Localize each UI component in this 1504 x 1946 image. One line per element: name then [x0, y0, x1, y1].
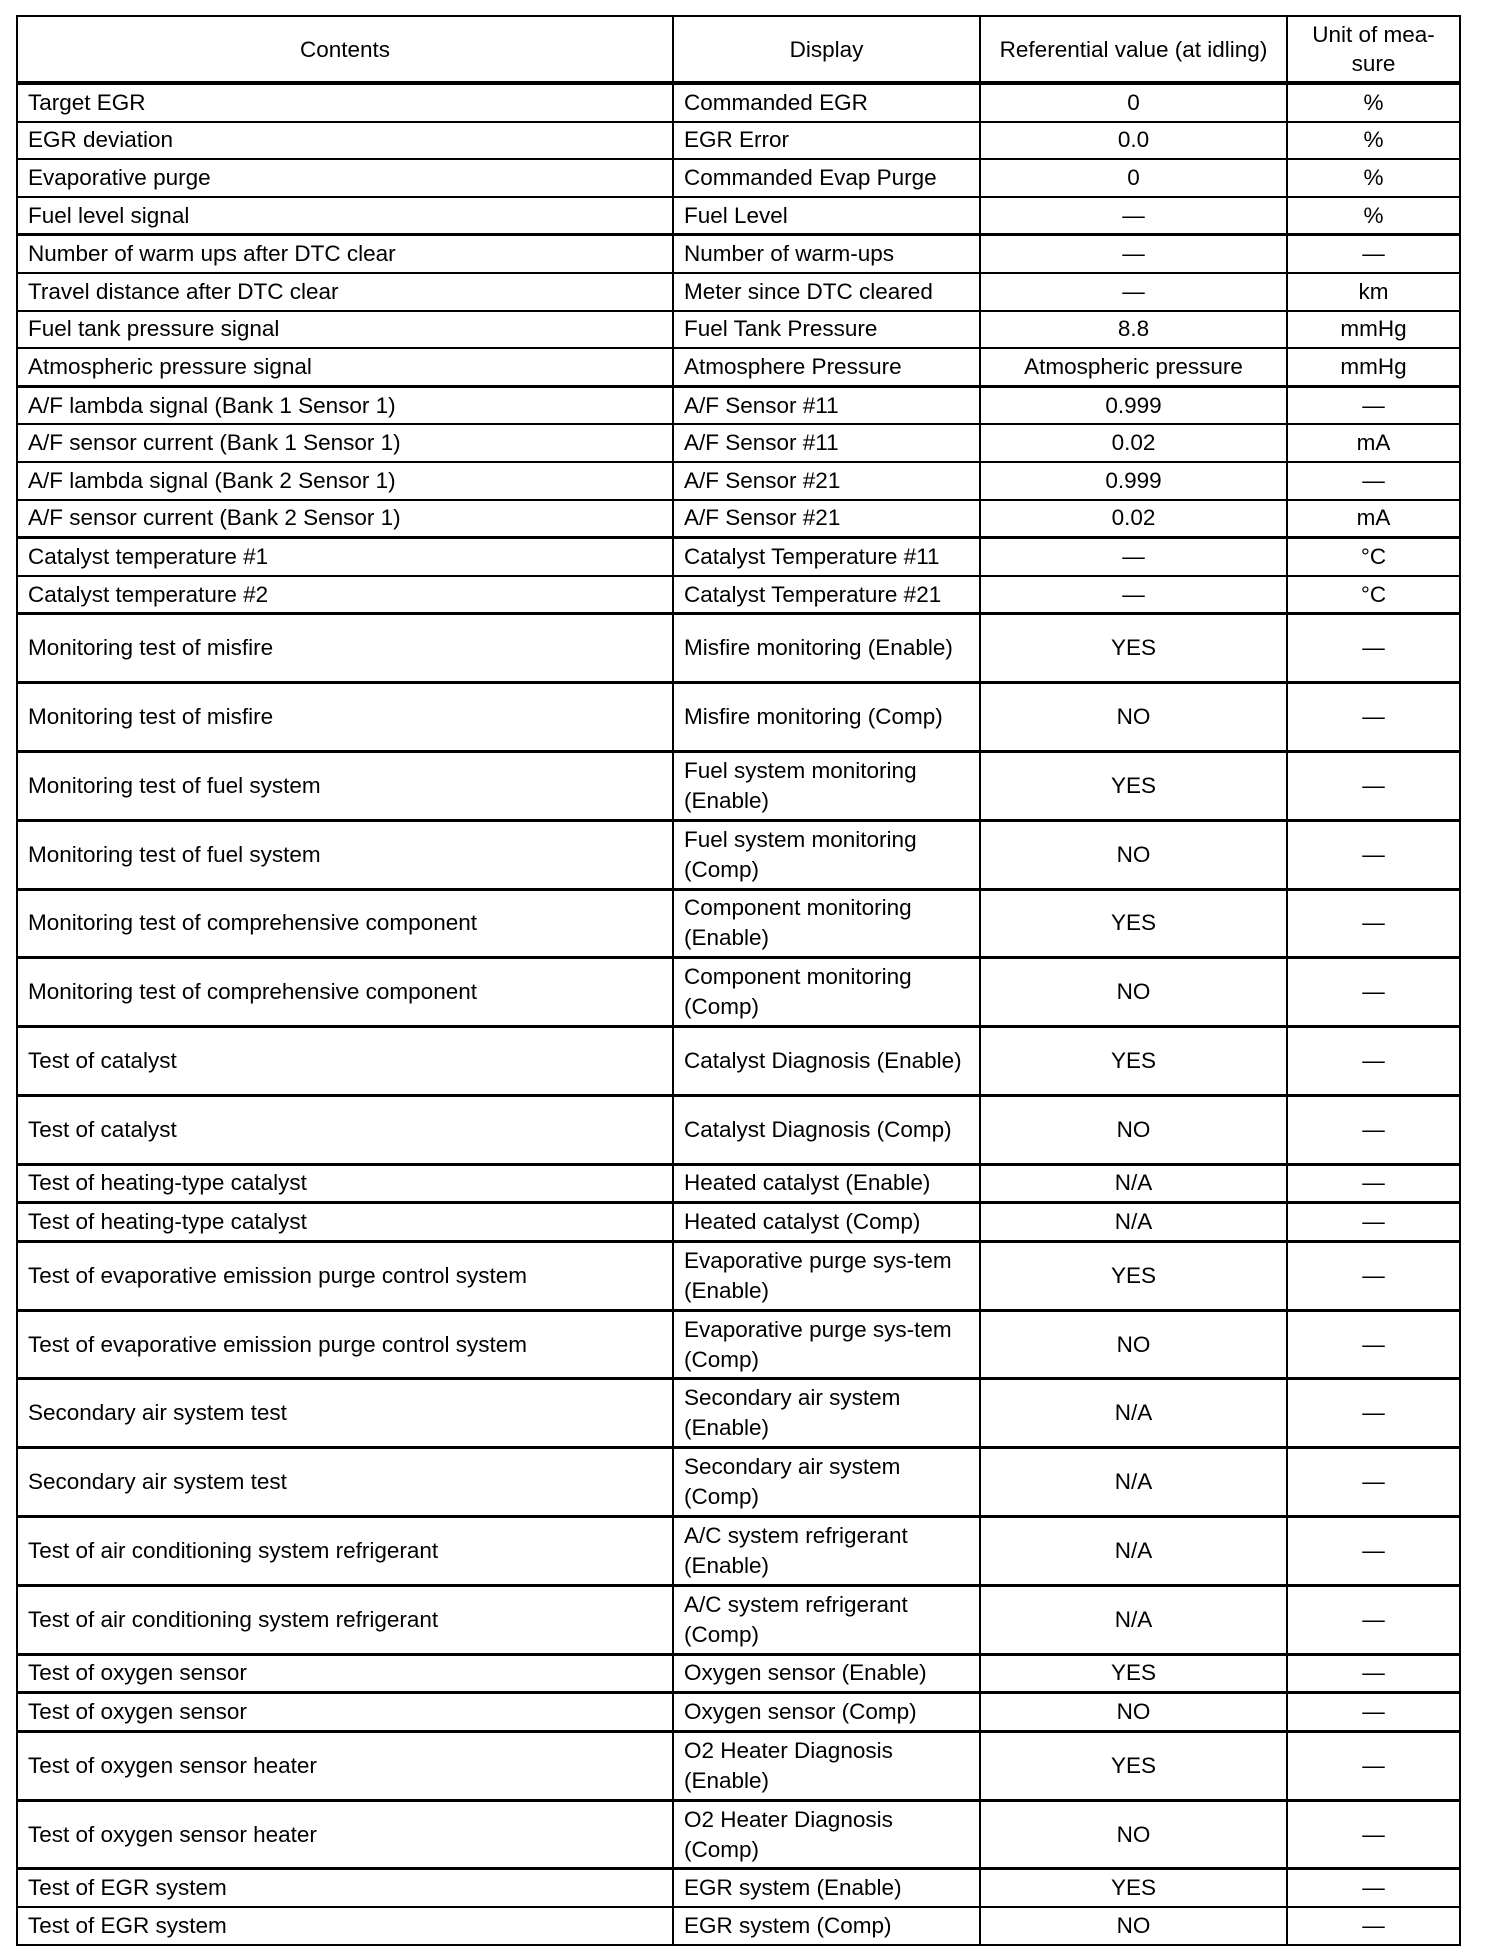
table-row [17, 889, 1460, 958]
cell-referential-value: Atmospheric pressure [980, 348, 1287, 386]
cell-referential-value: NO [980, 820, 1287, 889]
cell-unit: — [1287, 889, 1460, 958]
cell-display: Fuel Tank Pressure [673, 311, 980, 349]
cell-unit: — [1287, 462, 1460, 500]
cell-contents: Secondary air system test [17, 1379, 673, 1448]
header-display: Display [673, 16, 980, 83]
cell-referential-value: — [980, 576, 1287, 614]
cell-referential-value: NO [980, 1310, 1287, 1379]
cell-unit: — [1287, 1310, 1460, 1379]
cell-display: Atmosphere Pressure [673, 348, 980, 386]
table-row [17, 1800, 1460, 1869]
cell-display: O2 Heater Diagnosis (Comp) [673, 1800, 980, 1869]
cell-contents: Test of oxygen sensor [17, 1654, 673, 1693]
cell-referential-value: — [980, 235, 1287, 273]
cell-display: Misfire monitoring (Comp) [673, 683, 980, 752]
cell-display: A/F Sensor #21 [673, 500, 980, 538]
table-row [17, 576, 1460, 614]
cell-referential-value: YES [980, 1869, 1287, 1907]
cell-referential-value: 0.999 [980, 386, 1287, 424]
cell-unit: mA [1287, 500, 1460, 538]
cell-contents: Monitoring test of comprehensive component [17, 889, 673, 958]
cell-referential-value: N/A [980, 1585, 1287, 1654]
cell-unit: — [1287, 1693, 1460, 1732]
table-row [17, 348, 1460, 386]
cell-display: Oxygen sensor (Comp) [673, 1693, 980, 1732]
table-row [17, 311, 1460, 349]
cell-display: Catalyst Diagnosis (Enable) [673, 1027, 980, 1096]
cell-referential-value: N/A [980, 1379, 1287, 1448]
cell-unit: — [1287, 683, 1460, 752]
cell-display: Heated catalyst (Enable) [673, 1164, 980, 1203]
table-row [17, 1241, 1460, 1310]
cell-referential-value: N/A [980, 1203, 1287, 1242]
cell-contents: Test of evaporative emission purge control system [17, 1310, 673, 1379]
cell-referential-value: — [980, 538, 1287, 576]
cell-unit: — [1287, 1869, 1460, 1907]
cell-contents: Secondary air system test [17, 1448, 673, 1517]
cell-referential-value: 0 [980, 159, 1287, 197]
cell-contents: Monitoring test of fuel system [17, 820, 673, 889]
table-row [17, 83, 1460, 122]
header-contents: Contents [17, 16, 673, 83]
cell-display: Commanded Evap Purge [673, 159, 980, 197]
cell-display: Component monitoring (Comp) [673, 958, 980, 1027]
table-row [17, 424, 1460, 462]
header-row [17, 16, 1460, 83]
table-row [17, 538, 1460, 576]
cell-contents: Test of evaporative emission purge control system [17, 1241, 673, 1310]
cell-referential-value: 0.999 [980, 462, 1287, 500]
cell-contents: Evaporative purge [17, 159, 673, 197]
table-row [17, 122, 1460, 160]
cell-unit: — [1287, 1800, 1460, 1869]
cell-display: EGR Error [673, 122, 980, 160]
cell-contents: Test of catalyst [17, 1027, 673, 1096]
cell-display: Evaporative purge sys-tem (Comp) [673, 1310, 980, 1379]
cell-contents: Catalyst temperature #2 [17, 576, 673, 614]
cell-unit: — [1287, 1379, 1460, 1448]
table-row [17, 273, 1460, 311]
cell-display: Component monitoring (Enable) [673, 889, 980, 958]
cell-referential-value: — [980, 197, 1287, 235]
table-row [17, 1907, 1460, 1945]
cell-referential-value: 0.0 [980, 122, 1287, 160]
cell-display: Secondary air system (Enable) [673, 1379, 980, 1448]
cell-referential-value: NO [980, 1095, 1287, 1164]
cell-display: Commanded EGR [673, 83, 980, 122]
cell-contents: A/F sensor current (Bank 1 Sensor 1) [17, 424, 673, 462]
specification-table [16, 15, 1461, 1946]
cell-unit: — [1287, 1241, 1460, 1310]
table-row [17, 197, 1460, 235]
cell-unit: — [1287, 1027, 1460, 1096]
cell-unit: — [1287, 751, 1460, 820]
cell-contents: Test of air conditioning system refrigerant [17, 1585, 673, 1654]
table-row [17, 958, 1460, 1027]
cell-unit: — [1287, 1448, 1460, 1517]
cell-referential-value: NO [980, 958, 1287, 1027]
table-row [17, 614, 1460, 683]
cell-contents: Fuel level signal [17, 197, 673, 235]
cell-contents: Monitoring test of misfire [17, 683, 673, 752]
table-row [17, 462, 1460, 500]
cell-contents: Test of heating-type catalyst [17, 1203, 673, 1242]
table-row [17, 1517, 1460, 1586]
cell-referential-value: NO [980, 1693, 1287, 1732]
cell-contents: Test of EGR system [17, 1869, 673, 1907]
cell-unit: mmHg [1287, 348, 1460, 386]
cell-contents: Monitoring test of fuel system [17, 751, 673, 820]
cell-contents: Target EGR [17, 83, 673, 122]
cell-unit: mA [1287, 424, 1460, 462]
cell-contents: Fuel tank pressure signal [17, 311, 673, 349]
cell-display: A/F Sensor #11 [673, 424, 980, 462]
cell-referential-value: N/A [980, 1164, 1287, 1203]
cell-display: EGR system (Comp) [673, 1907, 980, 1945]
cell-unit: — [1287, 820, 1460, 889]
cell-contents: Test of catalyst [17, 1095, 673, 1164]
cell-display: Fuel system monitoring (Comp) [673, 820, 980, 889]
table-row [17, 500, 1460, 538]
table-body [17, 83, 1460, 1945]
cell-unit: — [1287, 1654, 1460, 1693]
cell-unit: — [1287, 1517, 1460, 1586]
cell-contents: Catalyst temperature #1 [17, 538, 673, 576]
cell-display: Secondary air system (Comp) [673, 1448, 980, 1517]
cell-contents: Test of heating-type catalyst [17, 1164, 673, 1203]
table-row [17, 1869, 1460, 1907]
cell-unit: — [1287, 1203, 1460, 1242]
header-unit: Unit of mea-sure [1287, 16, 1460, 83]
table-row [17, 386, 1460, 424]
cell-contents: Test of oxygen sensor [17, 1693, 673, 1732]
cell-display: Evaporative purge sys-tem (Enable) [673, 1241, 980, 1310]
cell-referential-value: — [980, 273, 1287, 311]
cell-display: EGR system (Enable) [673, 1869, 980, 1907]
cell-contents: Monitoring test of misfire [17, 614, 673, 683]
cell-referential-value: N/A [980, 1517, 1287, 1586]
cell-contents: Travel distance after DTC clear [17, 273, 673, 311]
table-row [17, 235, 1460, 273]
cell-referential-value: NO [980, 683, 1287, 752]
cell-unit: — [1287, 1164, 1460, 1203]
cell-referential-value: 0.02 [980, 424, 1287, 462]
cell-contents: Test of air conditioning system refrigerant [17, 1517, 673, 1586]
cell-referential-value: YES [980, 614, 1287, 683]
table-row [17, 1164, 1460, 1203]
cell-referential-value: 0 [980, 83, 1287, 122]
cell-contents: Test of EGR system [17, 1907, 673, 1945]
cell-referential-value: NO [980, 1907, 1287, 1945]
table-row [17, 1731, 1460, 1800]
cell-unit: % [1287, 83, 1460, 122]
cell-display: A/F Sensor #21 [673, 462, 980, 500]
cell-contents: Test of oxygen sensor heater [17, 1731, 673, 1800]
cell-display: Number of warm-ups [673, 235, 980, 273]
cell-display: A/F Sensor #11 [673, 386, 980, 424]
cell-referential-value: YES [980, 1654, 1287, 1693]
cell-display: Fuel Level [673, 197, 980, 235]
cell-referential-value: YES [980, 1731, 1287, 1800]
table-row [17, 1693, 1460, 1732]
cell-display: Oxygen sensor (Enable) [673, 1654, 980, 1693]
cell-unit: % [1287, 159, 1460, 197]
cell-referential-value: NO [980, 1800, 1287, 1869]
cell-display: Heated catalyst (Comp) [673, 1203, 980, 1242]
table-row [17, 751, 1460, 820]
cell-unit: — [1287, 1907, 1460, 1945]
cell-contents: Test of oxygen sensor heater [17, 1800, 673, 1869]
cell-referential-value: N/A [980, 1448, 1287, 1517]
cell-referential-value: 0.02 [980, 500, 1287, 538]
table-row [17, 1448, 1460, 1517]
table-row [17, 1203, 1460, 1242]
table-row [17, 1654, 1460, 1693]
table-row [17, 1310, 1460, 1379]
cell-referential-value: 8.8 [980, 311, 1287, 349]
cell-display: A/C system refrigerant (Enable) [673, 1517, 980, 1586]
cell-contents: Atmospheric pressure signal [17, 348, 673, 386]
cell-unit: — [1287, 1731, 1460, 1800]
cell-display: A/C system refrigerant (Comp) [673, 1585, 980, 1654]
cell-contents: A/F sensor current (Bank 2 Sensor 1) [17, 500, 673, 538]
cell-referential-value: YES [980, 1241, 1287, 1310]
cell-referential-value: YES [980, 751, 1287, 820]
cell-unit: mmHg [1287, 311, 1460, 349]
table-row [17, 820, 1460, 889]
cell-contents: Number of warm ups after DTC clear [17, 235, 673, 273]
cell-unit: °C [1287, 538, 1460, 576]
cell-unit: km [1287, 273, 1460, 311]
cell-display: O2 Heater Diagnosis (Enable) [673, 1731, 980, 1800]
table-row [17, 683, 1460, 752]
cell-unit: % [1287, 197, 1460, 235]
table-row [17, 1585, 1460, 1654]
table-row [17, 159, 1460, 197]
cell-unit: °C [1287, 576, 1460, 614]
cell-contents: A/F lambda signal (Bank 2 Sensor 1) [17, 462, 673, 500]
cell-display: Catalyst Temperature #11 [673, 538, 980, 576]
table-row [17, 1027, 1460, 1096]
cell-contents: A/F lambda signal (Bank 1 Sensor 1) [17, 386, 673, 424]
cell-unit: — [1287, 1095, 1460, 1164]
cell-contents: EGR deviation [17, 122, 673, 160]
cell-unit: — [1287, 235, 1460, 273]
table-row [17, 1095, 1460, 1164]
cell-display: Catalyst Diagnosis (Comp) [673, 1095, 980, 1164]
cell-display: Misfire monitoring (Enable) [673, 614, 980, 683]
cell-contents: Monitoring test of comprehensive component [17, 958, 673, 1027]
cell-unit: — [1287, 614, 1460, 683]
cell-unit: — [1287, 1585, 1460, 1654]
cell-referential-value: YES [980, 889, 1287, 958]
cell-unit: — [1287, 386, 1460, 424]
cell-referential-value: YES [980, 1027, 1287, 1096]
cell-display: Catalyst Temperature #21 [673, 576, 980, 614]
cell-unit: — [1287, 958, 1460, 1027]
cell-display: Fuel system monitoring (Enable) [673, 751, 980, 820]
table-row [17, 1379, 1460, 1448]
cell-unit: % [1287, 122, 1460, 160]
cell-display: Meter since DTC cleared [673, 273, 980, 311]
header-referential-value: Referential value (at idling) [980, 16, 1287, 83]
